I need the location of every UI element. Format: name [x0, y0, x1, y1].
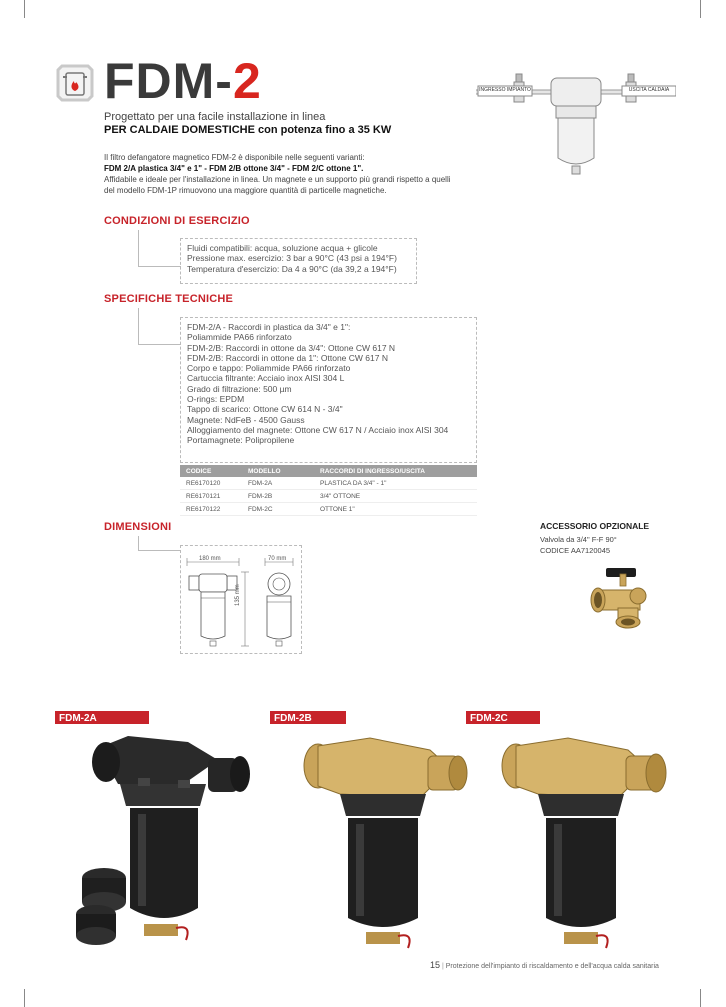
table-row — [180, 477, 477, 490]
installation-diagram — [476, 70, 676, 180]
product-tag-fdm-2b: FDM-2B — [270, 711, 346, 724]
crop-mark — [700, 989, 701, 1007]
table-cell: FDM-2C — [242, 503, 314, 516]
conditions-line: Fluidi compatibili: acqua, soluzione acqua + glicole — [187, 243, 378, 253]
intro-line-bold: FDM 2/A plastica 3/4" e 1" - FDM 2/B ottone 3/4" - FDM 2/C ottone 1". — [104, 164, 364, 173]
specs-line: Alloggiamento del magnete: Ottone CW 617 N / Acciaio inox AISI 304 — [187, 424, 449, 435]
intro-line: del modello FDM-1P rimuovono una maggiore quantità di particelle magnetiche. — [104, 186, 387, 195]
intro-line: Affidabile e ideale per l'installazione in linea. Un magnete e un supporto più grandi rispetto a quelli — [104, 175, 451, 184]
table-cell: RE6170122 — [180, 503, 242, 516]
page-title: FDM-2 — [104, 53, 262, 109]
table-header: MODELLO — [242, 465, 314, 477]
crop-mark — [24, 0, 25, 18]
page-number: 15 — [430, 960, 441, 970]
product-code-table — [180, 465, 477, 516]
table-cell: 3/4" OTTONE — [314, 490, 477, 503]
table-row — [180, 490, 477, 503]
diagram-label-outlet: USCITA CALDAIA — [628, 87, 670, 93]
specs-box — [180, 317, 477, 463]
dimension-height-label: 135 mm — [235, 584, 241, 606]
table-cell: OTTONE 1" — [314, 503, 477, 516]
product-image-fdm-2c — [498, 728, 668, 958]
table-header: CODICE — [180, 465, 242, 477]
dimension-depth-label: 70 mm — [268, 556, 287, 562]
conditions-line: Temperatura d'esercizio: Da 4 a 90°C (da 39,2 a 194°F) — [187, 263, 397, 274]
specs-line: Grado di filtrazione: 500 µm — [187, 383, 292, 394]
specs-line: FDM-2/A - Raccordi in plastica da 3/4" e 1": — [187, 322, 351, 332]
product-image-fdm-2b — [300, 728, 470, 958]
boiler-flame-icon — [54, 62, 96, 104]
table-cell: FDM-2B — [242, 490, 314, 503]
crop-mark — [700, 0, 701, 18]
accessory-line: Valvola da 3/4" F-F 90° — [540, 535, 617, 544]
specs-line: Tappo di scarico: Ottone CW 614 N - 3/4" — [187, 404, 343, 415]
diagram-label-inlet: INGRESSO IMPIANTO — [479, 87, 531, 93]
connector-line — [138, 308, 181, 345]
product-image-fdm-2a — [68, 728, 273, 958]
valve-image — [588, 560, 660, 632]
table-cell: PLASTICA DA 3/4" - 1" — [314, 477, 477, 490]
dimensions-box — [180, 545, 302, 654]
conditions-line: Pressione max. esercizio: 3 bar a 90°C (43 psi a 194°F) — [187, 253, 397, 264]
section-title-conditions: CONDIZIONI DI ESERCIZIO — [104, 215, 250, 227]
specs-line: O-rings: EPDM — [187, 394, 245, 405]
product-tag-fdm-2a: FDM-2A — [55, 711, 149, 724]
subtitle-bold: PER CALDAIE DOMESTICHE con potenza fino a 35 KW — [104, 124, 392, 136]
dimension-width-label: 180 mm — [199, 556, 221, 562]
accessory-title: ACCESSORIO OPZIONALE — [540, 521, 650, 531]
crop-mark — [24, 989, 25, 1007]
specs-line: Corpo e tappo: Poliammide PA66 rinforzato — [187, 363, 351, 374]
intro-line: Il filtro defangatore magnetico FDM-2 è disponibile nelle seguenti varianti: — [104, 153, 365, 162]
page-footer — [430, 960, 659, 970]
specs-line: FDM-2/B: Raccordi in ottone da 3/4": Ottone CW 617 N — [187, 342, 396, 353]
section-title-specs: SPECIFICHE TECNICHE — [104, 293, 234, 305]
table-row — [180, 503, 477, 516]
section-title-dimensions: DIMENSIONI — [104, 521, 172, 533]
subtitle: Progettato per una facile installazione in linea — [104, 111, 326, 123]
connector-line — [138, 230, 181, 267]
specs-line: Cartuccia filtrante: Acciaio inox AISI 304 L — [187, 373, 345, 384]
specs-line: FDM-2/B: Raccordi in ottone da 1": Ottone CW 617 N — [187, 352, 388, 363]
specs-line: Magnete: NdFeB - 4500 Gauss — [187, 414, 305, 425]
footer-text: Protezione dell'impianto di riscaldamento e dell'acqua calda sanitaria — [445, 963, 659, 970]
specs-line: Poliammide PA66 rinforzato — [187, 332, 292, 343]
footer-separator: | — [441, 963, 446, 970]
conditions-box — [180, 238, 417, 284]
table-header: RACCORDI DI INGRESSO/USCITA — [314, 465, 477, 477]
table-cell: RE6170121 — [180, 490, 242, 503]
specs-line: Portamagnete: Polipropilene — [187, 435, 295, 446]
intro-paragraph — [104, 152, 489, 196]
table-cell: RE6170120 — [180, 477, 242, 490]
table-cell: FDM-2A — [242, 477, 314, 490]
accessory-code: CODICE AA7120045 — [540, 546, 611, 555]
connector-line — [138, 536, 181, 551]
table-header-row — [180, 465, 477, 477]
product-tag-fdm-2c: FDM-2C — [466, 711, 540, 724]
